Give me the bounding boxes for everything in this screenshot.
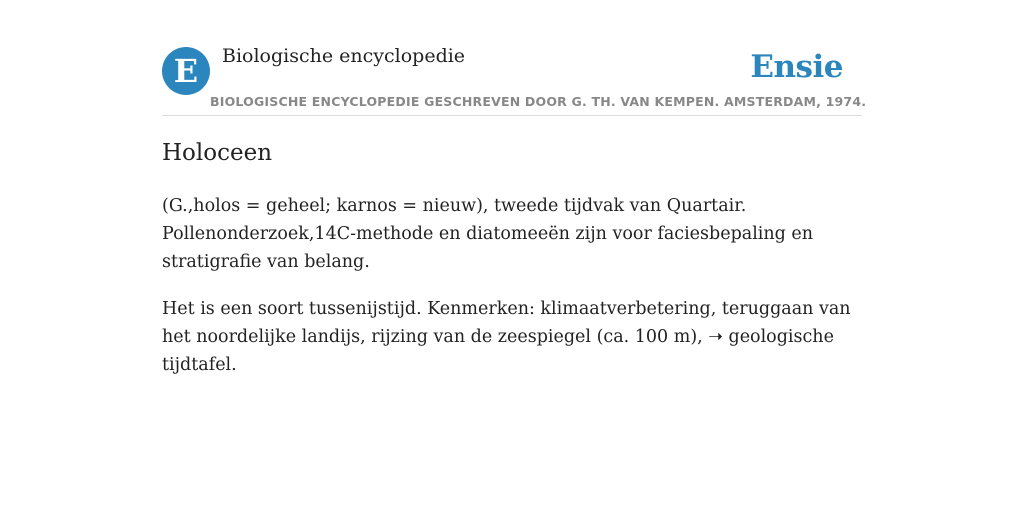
book-subtitle: BIOLOGISCHE ENCYCLOPEDIE GESCHREVEN DOOR G. TH. VAN KEMPEN. AMSTERDAM, 1974. xyxy=(210,94,867,109)
book-title-link[interactable]: Biologische encyclopedie xyxy=(222,45,466,67)
entry-title: Holoceen xyxy=(162,140,273,166)
entry-paragraph: Het is een soort tussenijstijd. Kenmerken: klimaatverbetering, teruggaan van het noordelijke landijs, rijzing van de zeespiegel (ca. 100 m), ➝ geologische tijdtafel. xyxy=(162,299,851,375)
entry-body xyxy=(162,192,862,398)
page-header xyxy=(162,0,867,116)
page-container xyxy=(162,0,867,375)
book-logo-icon[interactable]: E xyxy=(162,47,210,95)
entry-paragraph: (G.,holos = geheel; karnos = nieuw), tweede tijdvak van Quartair. Pollenonderzoek,14C-methode en diatomeeën zijn voor faciesbepaling en stratigrafie van belang. xyxy=(162,196,814,272)
ensie-logo[interactable]: Ensie xyxy=(750,49,843,85)
